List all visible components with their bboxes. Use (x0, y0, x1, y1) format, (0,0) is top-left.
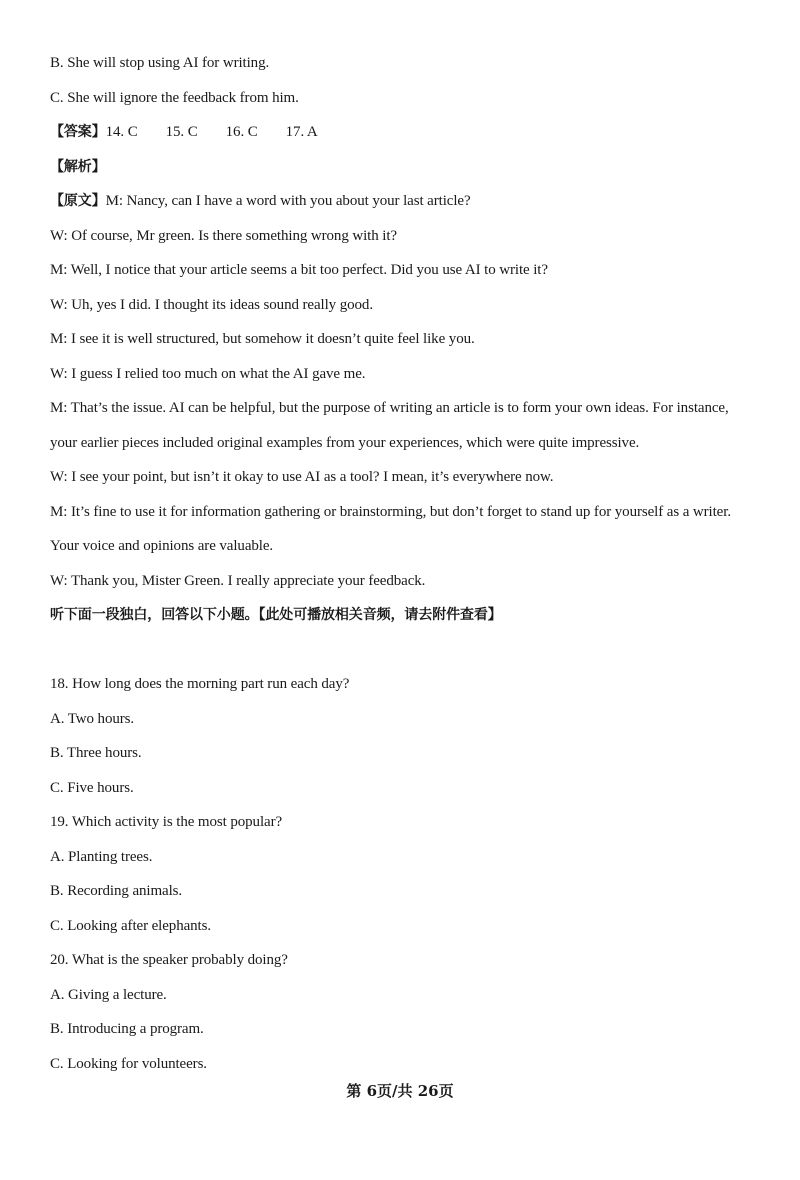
transcript-line: M: That’s the issue. AI can be helpful, but the purpose of writing an article is to form your own ideas. For instance, (50, 400, 729, 416)
page-number-footer: 第 6页/共 26页 (346, 1082, 454, 1100)
listening-instruction: 听下面一段独白，回答以下小题。【此处可播放相关音频，请去附件查看】 (50, 607, 502, 623)
transcript-line: your earlier pieces included original examples from your experiences, which were quite impressive. (50, 435, 640, 451)
answer-item: 14. C (105, 124, 138, 140)
transcript-line: M: I see it is well structured, but somehow it doesn’t quite feel like you. (50, 331, 475, 347)
question-option: C. Five hours. (50, 780, 134, 796)
question-option: B. Introducing a program. (50, 1021, 204, 1037)
answer-line (50, 122, 318, 142)
transcript-line: W: Uh, yes I did. I thought its ideas sound really good. (50, 297, 373, 313)
analysis-heading (50, 157, 106, 177)
answer-item: 15. C (165, 124, 198, 140)
transcript-tag: 【原文】 (50, 193, 106, 209)
question-stem: 18. How long does the morning part run each day? (50, 676, 350, 692)
question-option: C. Looking for volunteers. (50, 1056, 207, 1072)
question-option: A. Planting trees. (50, 849, 153, 865)
transcript-line: W: I guess I relied too much on what the AI gave me. (50, 366, 366, 382)
answer-tag: 【答案】 (50, 124, 106, 140)
answer-item: 17. A (285, 124, 318, 140)
transcript-line: W: Thank you, Mister Green. I really appreciate your feedback. (50, 573, 426, 589)
question-option: C. Looking after elephants. (50, 918, 212, 934)
answer-item: 16. C (225, 124, 258, 140)
analysis-tag: 【解析】 (50, 159, 106, 175)
transcript-line (50, 191, 471, 211)
q17-option-b: B. She will stop using AI for writing. (50, 55, 270, 71)
transcript-line: M: It’s fine to use it for information gathering or brainstorming, but don’t forget to stand up for yourself as a writer. (50, 504, 731, 520)
q17-option-c: C. She will ignore the feedback from him. (50, 90, 299, 106)
transcript-line: W: Of course, Mr green. Is there something wrong with it? (50, 228, 397, 244)
transcript-line: W: I see your point, but isn’t it okay to use AI as a tool? I mean, it’s everywhere now. (50, 469, 554, 485)
question-option: B. Three hours. (50, 745, 142, 761)
question-option: B. Recording animals. (50, 883, 183, 899)
question-option: A. Two hours. (50, 711, 135, 727)
question-stem: 19. Which activity is the most popular? (50, 814, 283, 830)
transcript-line: Your voice and opinions are valuable. (50, 538, 274, 554)
transcript-text: M: Nancy, can I have a word with you about your last article? (105, 193, 471, 209)
question-option: A. Giving a lecture. (50, 987, 167, 1003)
transcript-line: M: Well, I notice that your article seems a bit too perfect. Did you use AI to write it? (50, 262, 548, 278)
question-stem: 20. What is the speaker probably doing? (50, 952, 288, 968)
